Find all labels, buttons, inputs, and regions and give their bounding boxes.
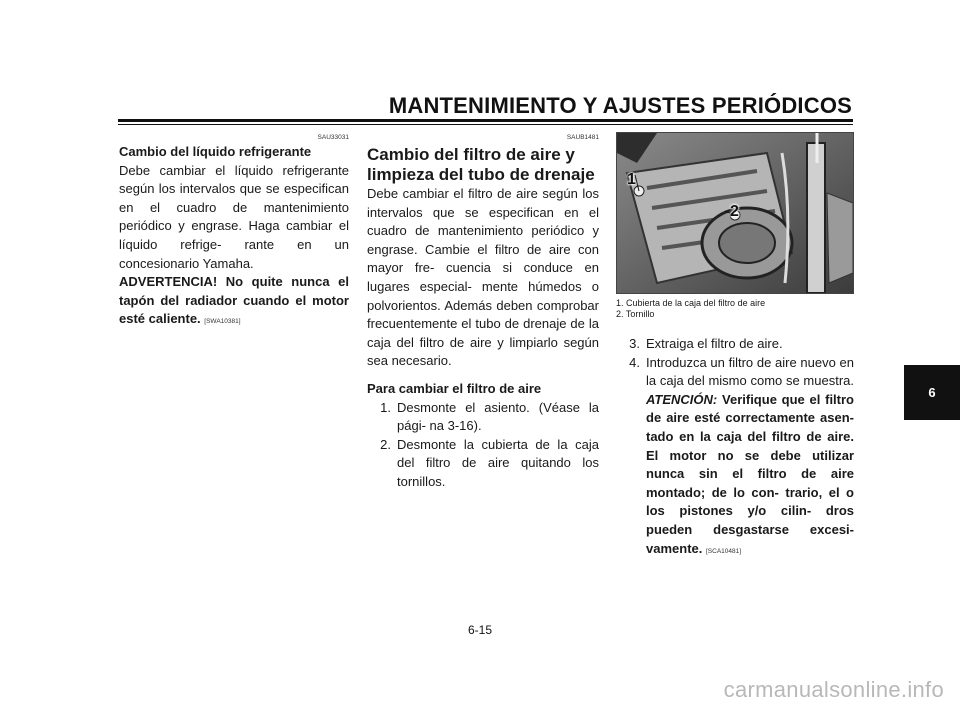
procedure-step <box>616 335 854 354</box>
step-text <box>646 354 854 562</box>
section-code: SAUB1481 <box>566 134 599 141</box>
procedure-step <box>616 354 854 562</box>
step-text-main: Introduzca un filtro de aire nuevo en la caja del mismo como se muestra. <box>646 354 854 389</box>
coolant-body-text: Debe cambiar el líquido refrigerante según los intervalos que se especifican en el cuadro de mantenimiento periódico y engrase. Haga cambiar el líquido refrige- rante en un concesionario Yamaha. <box>119 162 349 271</box>
header-rule-thin <box>118 124 853 125</box>
photo-caption-2: 2. Tornillo <box>616 309 655 319</box>
caution-label: ATENCIÓN: <box>646 391 718 407</box>
column-air-filter-cont <box>616 132 854 561</box>
watermark: carmanualsonline.info <box>723 677 944 702</box>
coolant-warning <box>119 273 349 332</box>
step-text: Desmonte la cubierta de la caja del filtro de aire quitando los tornillos. <box>397 436 599 489</box>
callout-1: 1 <box>627 171 636 188</box>
header-rule-thick <box>118 119 853 122</box>
section-title-air-filter: Cambio del filtro de aire y limpieza del tubo de drenaje <box>367 145 595 184</box>
step-number: 2. <box>380 436 391 452</box>
warning-text: ADVERTENCIA! No quite nunca el tapón del radiador cuando el motor esté caliente. <box>119 274 349 327</box>
procedure-step <box>367 399 599 436</box>
caution-text: Verifique que el filtro de aire esté correctamente asen- tado en la caja del filtro de aire. El motor no se debe utilizar nunca sin el filtro de aire montado; de lo con- trario, el o los pistones y/o cilin- dros pueden desgastarse excesi- vamente. <box>646 391 854 556</box>
section-code: SAU33031 <box>317 134 349 141</box>
caution-code: [SCA10481] <box>706 547 742 555</box>
procedure-subhead: Para cambiar el filtro de aire <box>367 380 542 396</box>
air-filter-body-text: Debe cambiar el filtro de aire según los intervalos que se especifican en el cuadro de mantenimiento periódico y engrase. Cambie el filtro de aire con mayor fre- cuencia si conduce en lugares especial- mente húmedos o polvorientos. Además deben comprobar frecuentemente el tubo de drenaje de la caja del filtro de aire y limpiarlo según sea necesario. <box>367 186 599 369</box>
procedure-steps-cont <box>616 335 854 561</box>
air-filter-case-photo <box>616 132 854 294</box>
callout-2: 2 <box>730 203 739 220</box>
photo-caption-1: 1. Cubierta de la caja del filtro de aire <box>616 298 766 308</box>
warning-code: [SWA10381] <box>204 318 241 326</box>
step-text: Extraiga el filtro de aire. <box>646 336 783 351</box>
procedure-step <box>367 436 599 492</box>
chapter-tab[interactable]: 6 <box>904 365 960 420</box>
step-number: 3. <box>629 336 640 351</box>
column-air-filter <box>367 132 599 492</box>
column-coolant <box>119 132 349 332</box>
section-title-coolant: Cambio del líquido refrigerante <box>119 144 312 159</box>
step-number: 1. <box>380 399 391 415</box>
step-text: Desmonte el asiento. (Véase la pági- na 3-16). <box>397 399 599 434</box>
page-number: 6-15 <box>467 623 493 637</box>
page-header-title: MANTENIMIENTO Y AJUSTES PERIÓDICOS <box>388 93 852 118</box>
step-number: 4. <box>629 354 640 370</box>
